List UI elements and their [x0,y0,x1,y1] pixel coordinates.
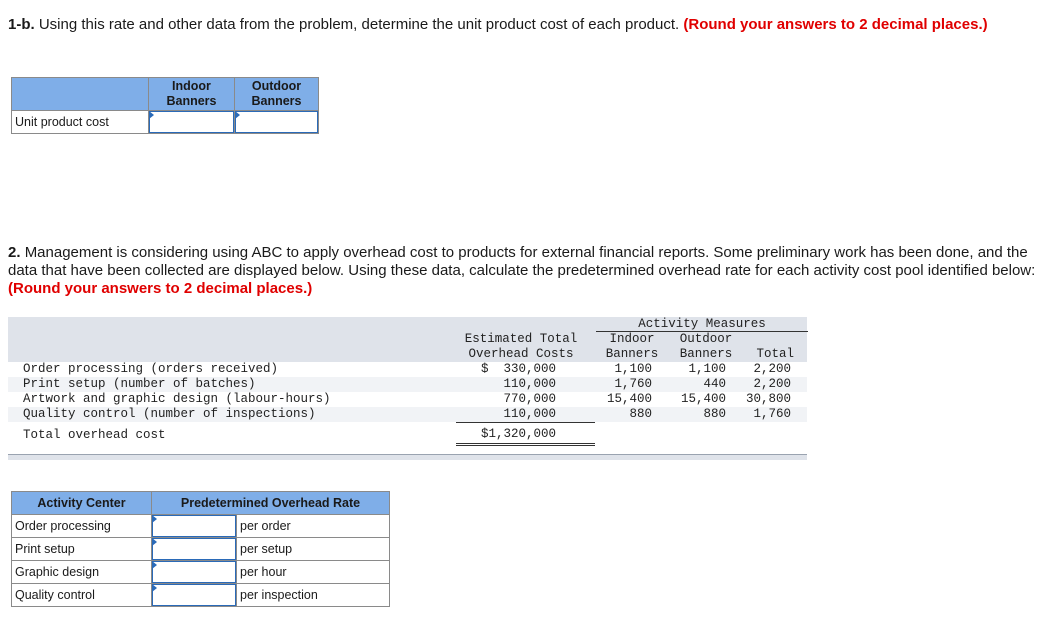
question-2-instruction: (Round your answers to 2 decimal places.) [8,280,313,297]
rate-unit-label: per setup [237,538,390,561]
input-marker-icon [149,111,154,119]
row-outdoor: 15,400 [680,392,726,406]
row-label: Order processing (orders received) [23,362,279,376]
indoor-header-1: Indoor [609,332,655,346]
question-2-prefix: 2. [8,244,21,261]
activity-center-label: Print setup [12,538,152,561]
row-indoor: 1,100 [614,362,652,376]
unit-cost-table [11,77,319,134]
quality-control-rate-input[interactable] [152,584,236,606]
total-overhead-cost: $1,320,000 [480,427,556,441]
row-cost: 770,000 [503,392,556,406]
row-label: Artwork and graphic design (labour-hours) [23,392,331,406]
indoor-banners-header [149,78,235,111]
row-indoor: 880 [629,407,652,421]
row-total: 2,200 [753,362,791,376]
input-marker-icon [152,538,157,546]
row-total: 1,760 [753,407,791,421]
row-total: 30,800 [745,392,791,406]
outdoor-header-line2: Banners [251,94,302,108]
row-label: Quality control (number of inspections) [23,407,316,421]
outdoor-unit-cost-cell [235,111,319,134]
row-indoor: 1,760 [614,377,652,391]
row-outdoor: 440 [703,377,726,391]
overhead-rate-table [11,491,390,607]
indoor-unit-cost-cell [149,111,235,134]
input-marker-icon [152,584,157,592]
rate-unit-label: per inspection [237,584,390,607]
outdoor-header-1: Outdoor [679,332,733,346]
total-cost-rule [456,422,595,423]
outdoor-header-line1: Outdoor [251,79,302,93]
indoor-header-2: Banners [605,347,659,361]
total-cost-double-rule [456,443,595,446]
input-marker-icon [235,111,240,119]
row-cost: 110,000 [503,377,556,391]
row-indoor: 15,400 [606,392,652,406]
row-total: 2,200 [753,377,791,391]
rate-unit-label: per hour [237,561,390,584]
est-total-header: Estimated Total [464,332,578,346]
question-1b [8,16,1008,34]
input-marker-icon [152,515,157,523]
rate-input-cell [152,584,237,607]
activity-center-label: Quality control [12,584,152,607]
outdoor-unit-cost-input[interactable] [235,111,318,133]
outdoor-header-2: Banners [679,347,733,361]
predetermined-rate-header: Predetermined Overhead Rate [152,492,390,515]
rate-input-cell [152,561,237,584]
total-header: Total [756,347,794,361]
activity-measures-header: Activity Measures [638,317,766,331]
row-cost: 110,000 [503,407,556,421]
row-cost: $ 330,000 [480,362,556,376]
question-2 [8,244,1048,298]
rate-input-cell [152,538,237,561]
indoor-header-line2: Banners [166,94,217,108]
question-1b-text: Using this rate and other data from the problem, determine the unit product cost of each product. [38,16,680,33]
indoor-header-line1: Indoor [172,79,211,93]
total-overhead-label: Total overhead cost [23,428,166,442]
data-footer-band [8,454,807,460]
input-marker-icon [152,561,157,569]
indoor-unit-cost-input[interactable] [149,111,234,133]
activity-center-header: Activity Center [12,492,152,515]
order-processing-rate-input[interactable] [152,515,236,537]
question-1b-instruction: (Round your answers to 2 decimal places.) [683,16,988,33]
graphic-design-rate-input[interactable] [152,561,236,583]
row-label: Print setup (number of batches) [23,377,256,391]
empty-header-cell [12,78,149,111]
rate-input-cell [152,515,237,538]
print-setup-rate-input[interactable] [152,538,236,560]
unit-product-cost-label: Unit product cost [12,111,149,134]
outdoor-banners-header [235,78,319,111]
row-outdoor: 1,100 [688,362,726,376]
row-outdoor: 880 [703,407,726,421]
activity-center-label: Order processing [12,515,152,538]
overhead-costs-header: Overhead Costs [468,347,574,361]
question-2-text: Management is considering using ABC to apply overhead cost to products for external financial reports. Some preliminary work has been done, and the data that have been collected are displayed below. Using these data, calculate the predetermined overhead rate for each activity cost pool identified below: [8,244,1036,279]
rate-unit-label: per order [237,515,390,538]
question-1b-prefix: 1-b. [8,16,35,33]
activity-center-label: Graphic design [12,561,152,584]
